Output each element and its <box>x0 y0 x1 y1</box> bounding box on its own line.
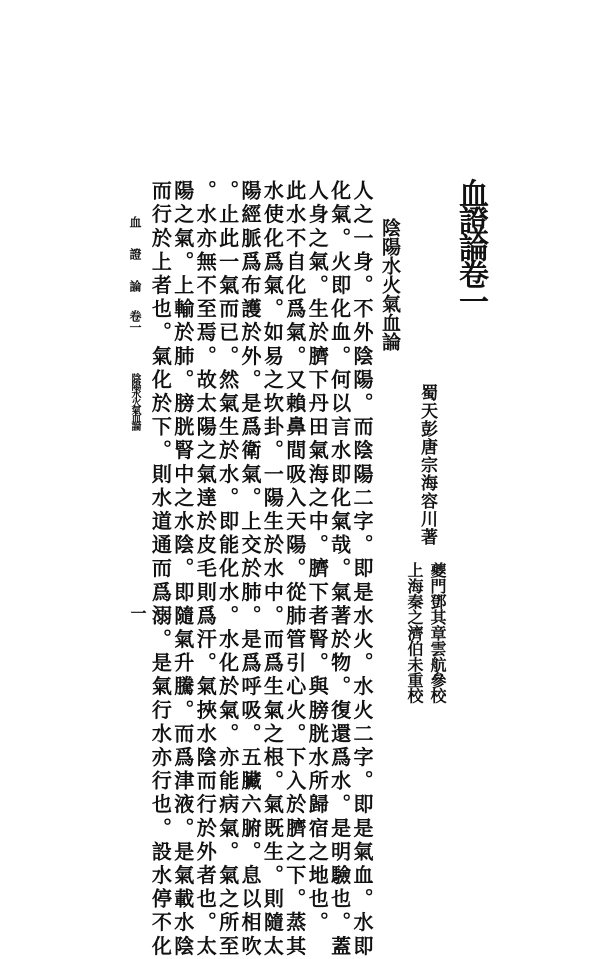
footer-volume: 卷一 <box>128 310 142 332</box>
text-column: 。水亦無不至焉。故太陽之氣達於皮毛則爲汗。氣挾水陰而行於外者也。太 <box>193 180 218 959</box>
text-column: 化氣。火即化血。何以言水即化氣哉。氣著於物。復還爲水。是明驗也。蓋 <box>327 180 352 959</box>
text-column: 陽之氣。上輸於肺。膀胱腎中之水陰。即隨氣升騰。而爲津液。是氣載水陰 <box>170 180 195 959</box>
footer-page-number: 一 <box>128 605 147 621</box>
text-column: 此水不自化爲氣。又賴鼻間吸入天陽。從肺管引心火。下入於臍之下。蒸其 <box>282 180 307 959</box>
text-column: 。止此一氣而已。然氣生於水。即能化水。水化於氣。亦能病氣。氣之所至 <box>215 180 240 959</box>
proofreader-credit: 上海秦之濟伯未重校 <box>405 562 424 704</box>
footer-chapter: 陰陽水火氣血論 <box>129 373 140 429</box>
footer-book-name: 血證論 <box>128 216 142 312</box>
text-column: 人身之氣。生於臍下丹田氣海之中。臍下者腎。與膀胱水所歸宿之地也。 <box>305 180 330 936</box>
section-title: 陰陽水火氣血論 <box>379 218 401 351</box>
text-column: 人之一身。不外陰陽。而陰陽二字。即是水火。水火二字。即是氣血。水即 <box>350 180 374 959</box>
text-column: 水使化爲氣。如易之坎卦。一陽生於水中。而爲生氣之根。氣既生。則隨太 <box>260 180 285 959</box>
text-column: 陽經脈爲布護於外。是爲衛氣。上交於肺。是爲呼吸。五臟六腑。息以相吹 <box>238 180 262 959</box>
text-column: 而行於上者也。氣化於下。則水道通而爲溺。是氣行水亦行也。設水停不化 <box>148 180 173 959</box>
proofreader-credit: 夔門鄧其章雲航參校 <box>428 562 447 704</box>
book-title: 血證論卷一 <box>453 178 488 313</box>
author-credit: 蜀天彭唐宗海容川著 <box>417 384 437 546</box>
